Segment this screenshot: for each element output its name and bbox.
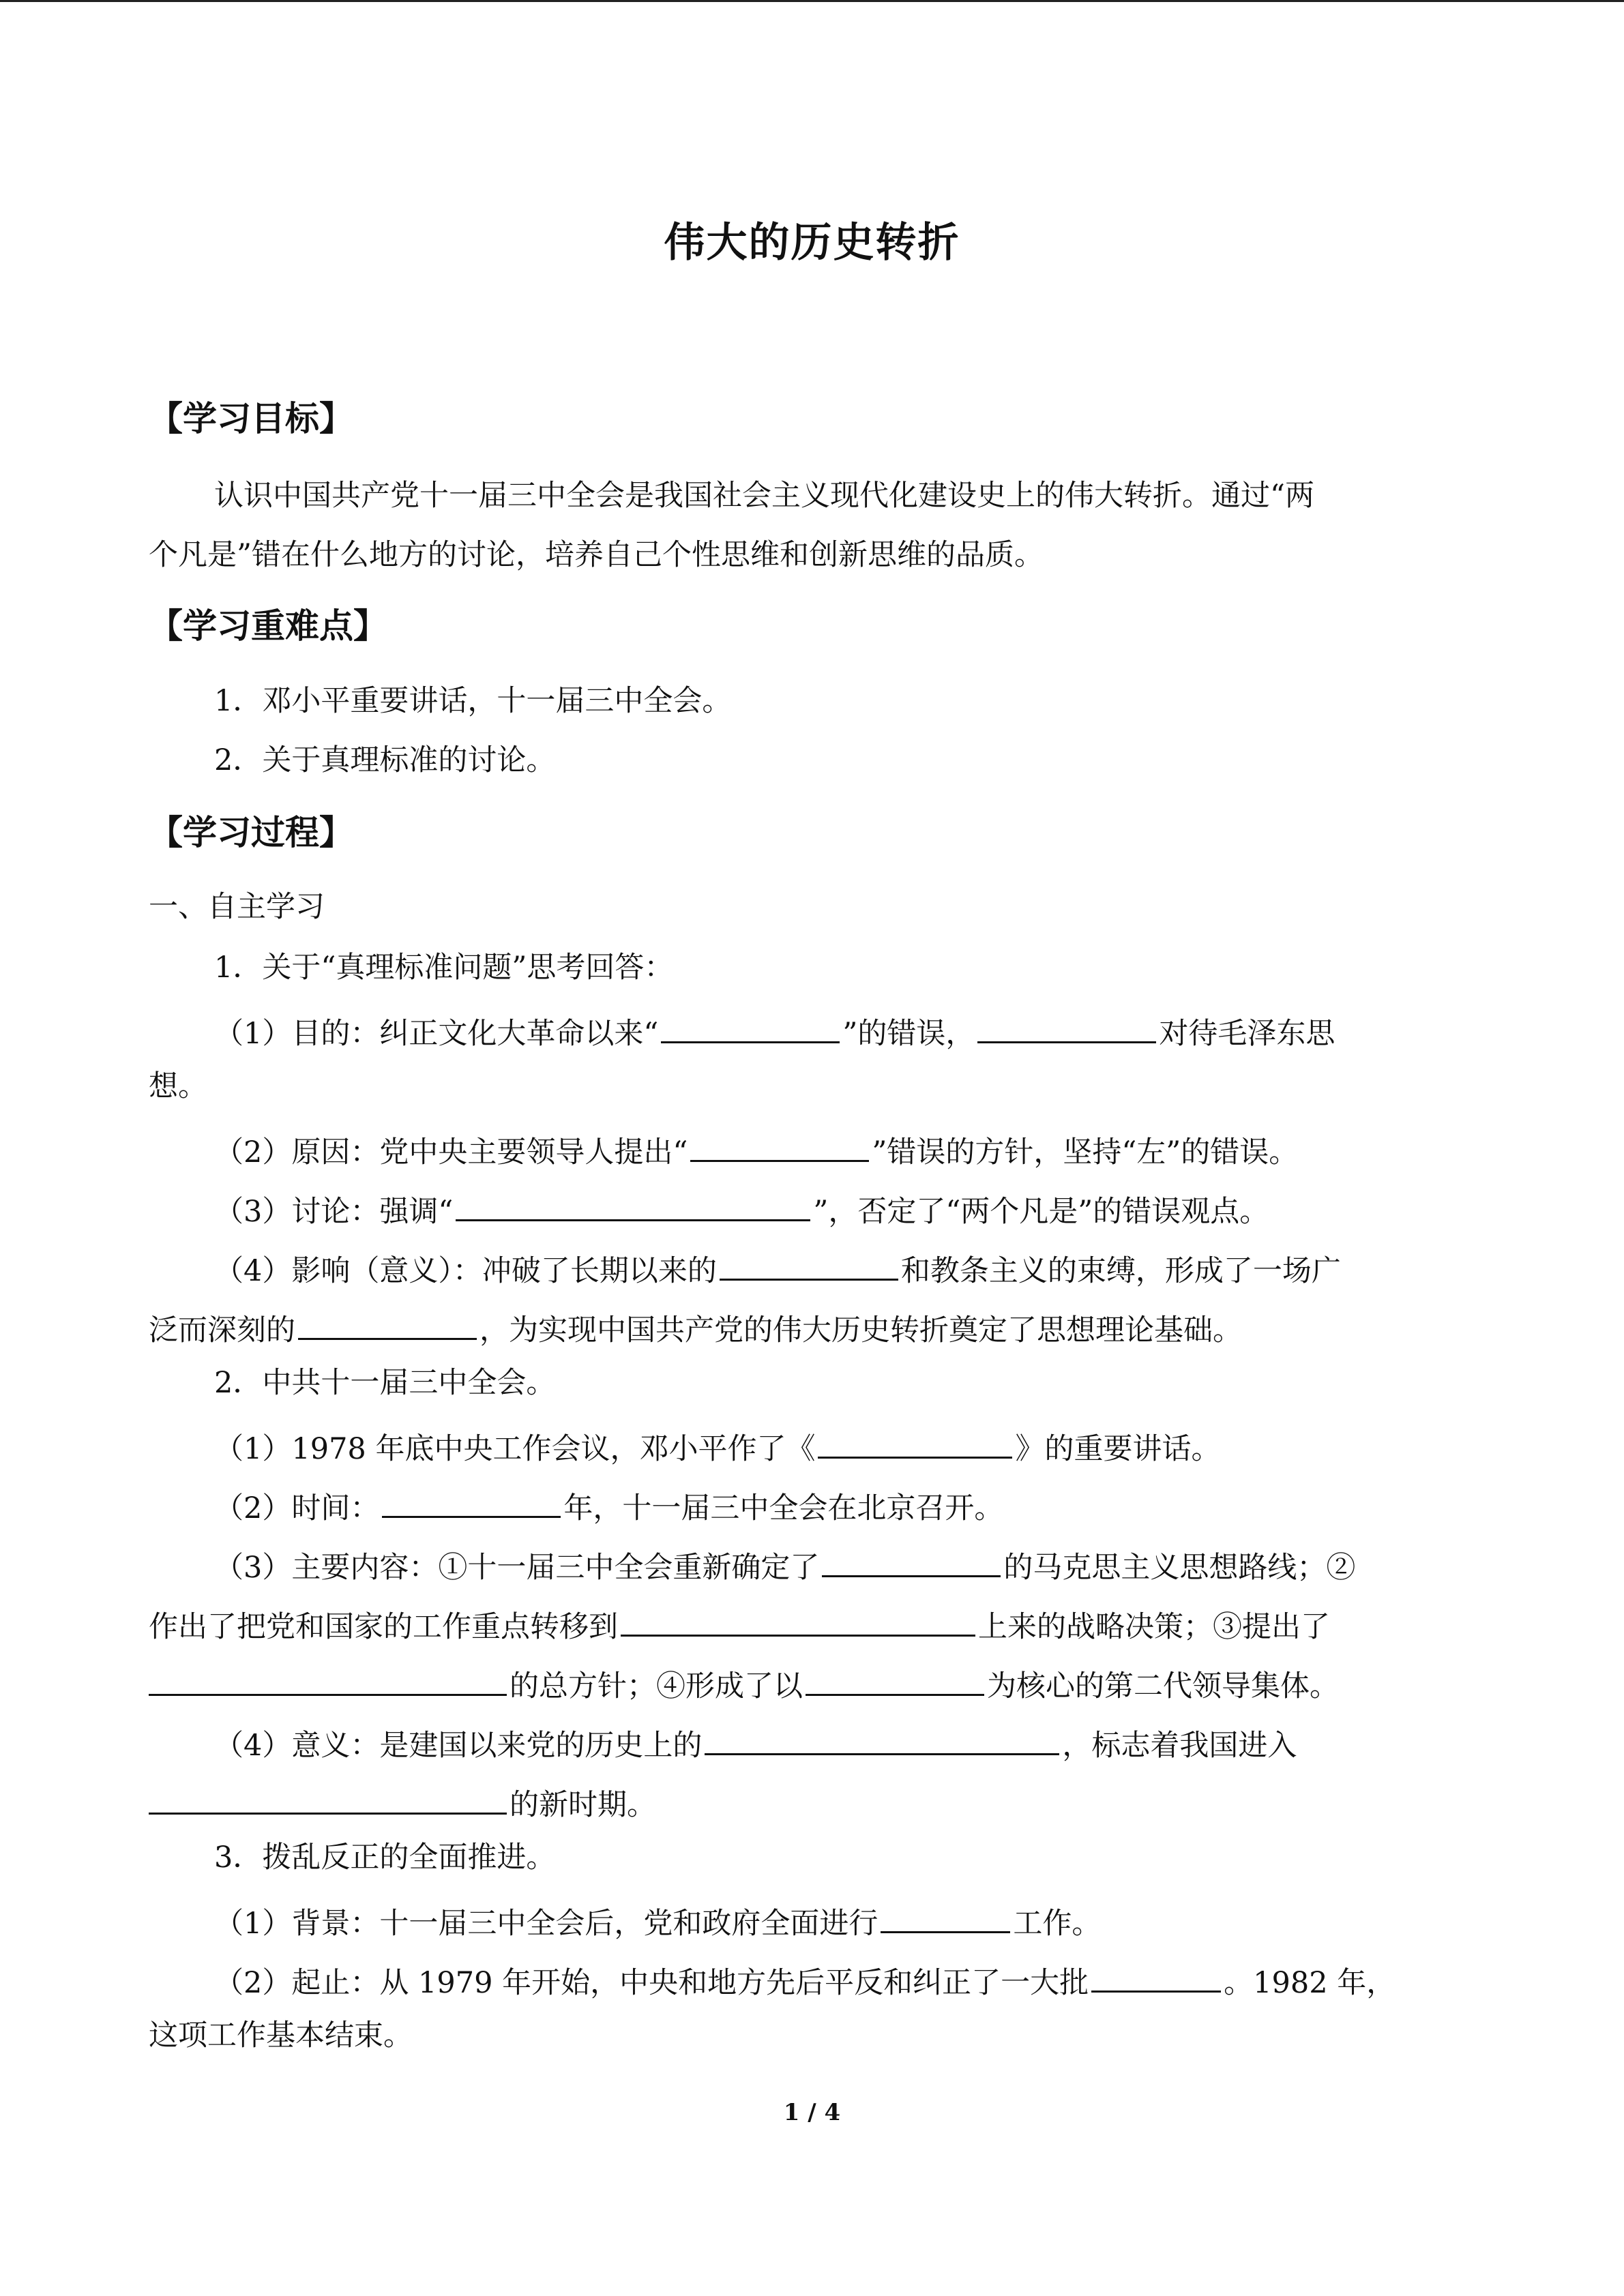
top-border-line (0, 0, 1624, 2)
fill-blank[interactable] (705, 1725, 1059, 1755)
page-title: 伟大的历史转折 (664, 219, 960, 267)
q2-item1-text-a: （1）1978 年底中央工作会议，邓小平作了《 (214, 1432, 816, 1466)
q1-item1-cont: 想。 (149, 1069, 207, 1103)
q1-item3 (214, 1191, 1269, 1227)
q2-item3-cont2-text-a: 的总方针；④形成了以 (510, 1669, 803, 1703)
q2-item3-text-b: 的马克思主义思想路线；② (1003, 1551, 1356, 1585)
fill-blank[interactable] (621, 1606, 975, 1637)
fill-blank[interactable] (456, 1191, 810, 1221)
fill-blank[interactable] (382, 1487, 561, 1518)
q1-item3-text-a: （3）讨论：强调“ (214, 1195, 454, 1229)
q1-item2 (214, 1131, 1298, 1167)
q1-item4-text-a: （4）影响（意义）：冲破了长期以来的 (214, 1254, 717, 1288)
process-heading: 【学习过程】 (149, 813, 353, 852)
q1-item1 (214, 1013, 1335, 1049)
q2-item4-text-a: （4）意义：是建国以来党的历史上的 (214, 1729, 703, 1763)
q2-title: 2．中共十一届三中全会。 (214, 1366, 556, 1400)
q1-title: 1．关于“真理标准问题”思考回答： (214, 951, 674, 985)
q1-item2-text-a: （2）原因：党中央主要领导人提出“ (214, 1135, 688, 1169)
q2-item2-text-a: （2）时间： (214, 1491, 380, 1525)
q2-item3-cont1-text-b: 上来的战略决策；③提出了 (978, 1610, 1330, 1644)
q2-item3 (214, 1547, 1355, 1583)
key-point-2: 2．关于真理标准的讨论。 (214, 743, 556, 777)
q3-item1 (214, 1903, 1101, 1939)
goals-text-line1: 认识中国共产党十一届三中全会是我国社会主义现代化建设史上的伟大转折。通过“两 (214, 479, 1314, 513)
q1-item2-text-b: ”错误的方针，坚持“左”的错误。 (872, 1135, 1299, 1169)
q3-item2-text-a: （2）起止：从 1979 年开始，中央和地方先后平反和纠正了一大批 (214, 1966, 1089, 2000)
q2-item3-cont1 (149, 1606, 1330, 1642)
key-point-1: 1．邓小平重要讲话，十一届三中全会。 (214, 684, 732, 718)
q2-item1-text-b: 》的重要讲话。 (1015, 1432, 1221, 1466)
q2-item3-text-a: （3）主要内容：①十一届三中全会重新确定了 (214, 1551, 820, 1585)
q1-item4-cont-text-a: 泛而深刻的 (149, 1313, 295, 1347)
fill-blank[interactable] (149, 1665, 507, 1696)
q2-item4-cont (149, 1784, 656, 1820)
q2-item4-cont-text: 的新时期。 (510, 1788, 656, 1822)
q1-item3-text-b: ”，否定了“两个凡是”的错误观点。 (813, 1195, 1269, 1229)
fill-blank[interactable] (661, 1013, 840, 1043)
q2-item2-text-b: 年，十一届三中全会在北京召开。 (563, 1491, 1004, 1525)
q3-item2-text-b: 。1982 年， (1224, 1966, 1396, 2000)
fill-blank[interactable] (149, 1784, 507, 1815)
q2-item3-cont2 (149, 1665, 1339, 1701)
fill-blank[interactable] (881, 1903, 1010, 1933)
q3-title: 3．拨乱反正的全面推进。 (214, 1840, 556, 1875)
q2-item1 (214, 1428, 1220, 1464)
q3-item2-cont: 这项工作基本结束。 (149, 2018, 413, 2053)
fill-blank[interactable] (977, 1013, 1156, 1043)
goals-text-line2: 个凡是”错在什么地方的讨论，培养自己个性思维和创新思维的品质。 (149, 538, 1044, 572)
q1-item1-text-a: （1）目的：纠正文化大革命以来“ (214, 1017, 659, 1051)
fill-blank[interactable] (806, 1665, 984, 1696)
part1-heading: 一、自主学习 (149, 890, 325, 924)
q3-item1-text-b: 工作。 (1013, 1907, 1102, 1941)
q3-item1-text-a: （1）背景：十一届三中全会后，党和政府全面进行 (214, 1907, 879, 1941)
q1-item1-text-c: 对待毛泽东思 (1159, 1017, 1335, 1051)
q1-item4 (214, 1250, 1341, 1286)
fill-blank[interactable] (818, 1428, 1012, 1459)
q1-item4-cont (149, 1309, 1242, 1345)
q2-item3-cont1-text-a: 作出了把党和国家的工作重点转移到 (149, 1610, 618, 1644)
key-points-heading: 【学习重难点】 (149, 606, 387, 646)
page-number: 1 / 4 (783, 2099, 841, 2126)
q2-item2 (214, 1487, 1003, 1523)
q1-item4-text-b: 和教条主义的束缚，形成了一场广 (900, 1254, 1341, 1288)
fill-blank[interactable] (1091, 1962, 1221, 1993)
fill-blank[interactable] (822, 1547, 1001, 1577)
q2-item3-cont2-text-b: 为核心的第二代领导集体。 (987, 1669, 1339, 1703)
q1-item4-cont-text-b: ，为实现中国共产党的伟大历史转折奠定了思想理论基础。 (479, 1313, 1242, 1347)
goals-heading: 【学习目标】 (149, 399, 353, 438)
q2-item4 (214, 1725, 1297, 1761)
fill-blank[interactable] (720, 1250, 898, 1281)
q1-item1-text-b: ”的错误， (842, 1017, 975, 1051)
fill-blank[interactable] (690, 1131, 869, 1162)
q3-item2 (214, 1962, 1396, 1998)
q2-item4-text-b: ，标志着我国进入 (1062, 1729, 1297, 1763)
fill-blank[interactable] (298, 1309, 477, 1340)
